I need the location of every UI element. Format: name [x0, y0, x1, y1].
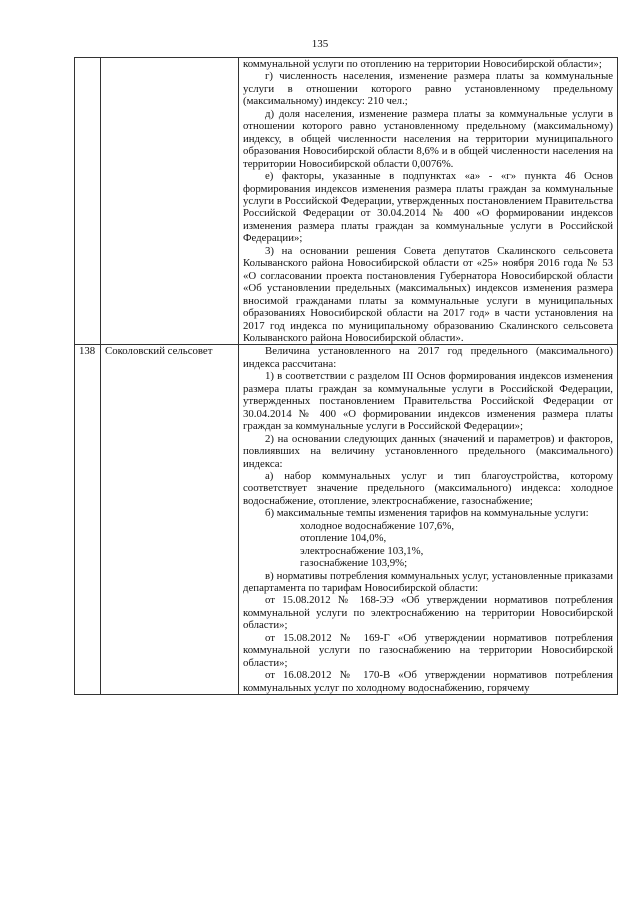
tariff-item: холодное водоснабжение 107,6%,	[300, 519, 455, 532]
municipality-cell	[101, 58, 239, 345]
table-row	[75, 345, 618, 695]
paragraph: от 15.08.2012 № 168-ЭЭ «Об утверждении нормативов потребления коммунальной услуги по электроснабжению на территории Новосибирской области»;	[243, 594, 613, 632]
description-cell	[239, 58, 618, 345]
document-table	[74, 57, 618, 695]
municipality-cell: Соколовский сельсовет	[101, 345, 239, 695]
paragraph: Величина установленного на 2017 год предельного (максимального) индекса рассчитана:	[243, 345, 613, 370]
table-row	[75, 58, 618, 345]
paragraph: в) нормативы потребления коммунальных услуг, установленные приказами департамента по тарифам Новосибирской области:	[243, 569, 613, 595]
tariff-item: электроснабжение 103,1%,	[300, 544, 424, 557]
paragraph: д) доля населения, изменение размера платы за коммунальные услуги в отношении которого равно установленному предельному (максимальному) индексу, в общей численности населения на территории муниципального образования Новосибирской области 8,6% и в общей численности населения на территории Новосибирской области 0,0076%.	[243, 107, 613, 170]
paragraph: коммунальной услуги по отоплению на территории Новосибирской области»;	[243, 58, 602, 70]
row-number-cell	[75, 58, 101, 345]
paragraph: е) факторы, указанные в подпунктах «а» - «г» пункта 46 Основ формирования индексов изменения размера платы граждан за коммунальные услуги в Российской Федерации, утвержденных постановлением Правительства Российской Федерации от 30.04.2014 № 400 «О формировании индексов изменения размера платы граждан за коммунальные услуги в Российской Федерации»;	[243, 170, 613, 245]
paragraph: а) набор коммунальных услуг и тип благоустройства, которому соответствует значение предельного (максимального) индекса: холодное водоснабжение, отопление, электроснабжение, газоснабжение;	[243, 469, 613, 507]
paragraph: 3) на основании решения Совета депутатов Скалинского сельсовета Колыванского района Новосибирской области от «25» ноября 2016 года № 53 «О согласовании проекта постановления Губернатора Новосибирской области «Об установлении предельных (максимальных) индексов изменения размера вносимой гражданами платы за коммунальные услуги в муниципальных образованиях Новосибирской области на 2017 год» в части установления на 2017 год индекса по муниципальному образованию Скалинского сельсовета Колыванского района Новосибирской области».	[243, 244, 613, 344]
paragraph: 1) в соответствии с разделом III Основ формирования индексов изменения размера платы граждан за коммунальные услуги в Российской Федерации, утвержденных постановлением Правительства Российской Федерации от 30.04.2014 № 400 «О формировании индексов изменения размера платы граждан за коммунальные услуги в Российской Федерации»;	[243, 370, 613, 433]
paragraph: б) максимальные темпы изменения тарифов на коммунальные услуги:	[265, 507, 589, 520]
paragraph: от 15.08.2012 № 169-Г «Об утверждении нормативов потребления коммунальной услуги по газоснабжению на территории Новосибирской области»;	[243, 631, 613, 669]
row-number-cell: 138	[75, 345, 101, 695]
paragraph: от 16.08.2012 № 170-В «Об утверждении нормативов потребления коммунальных услуг по холодному водоснабжению, горячему	[243, 669, 613, 694]
page-number: 135	[311, 38, 329, 50]
description-cell	[239, 345, 618, 695]
paragraph: г) численность населения, изменение размера платы за коммунальные услуги в отношении которого равно установленному предельному (максимальному) индексу: 210 чел.;	[243, 70, 613, 108]
tariff-item: отопление 104,0%,	[300, 532, 387, 545]
paragraph: 2) на основании следующих данных (значений и параметров) и факторов, повлиявших на величину установленного предельного (максимального) индекса:	[243, 432, 613, 470]
tariff-item: газоснабжение 103,9%;	[300, 557, 408, 570]
